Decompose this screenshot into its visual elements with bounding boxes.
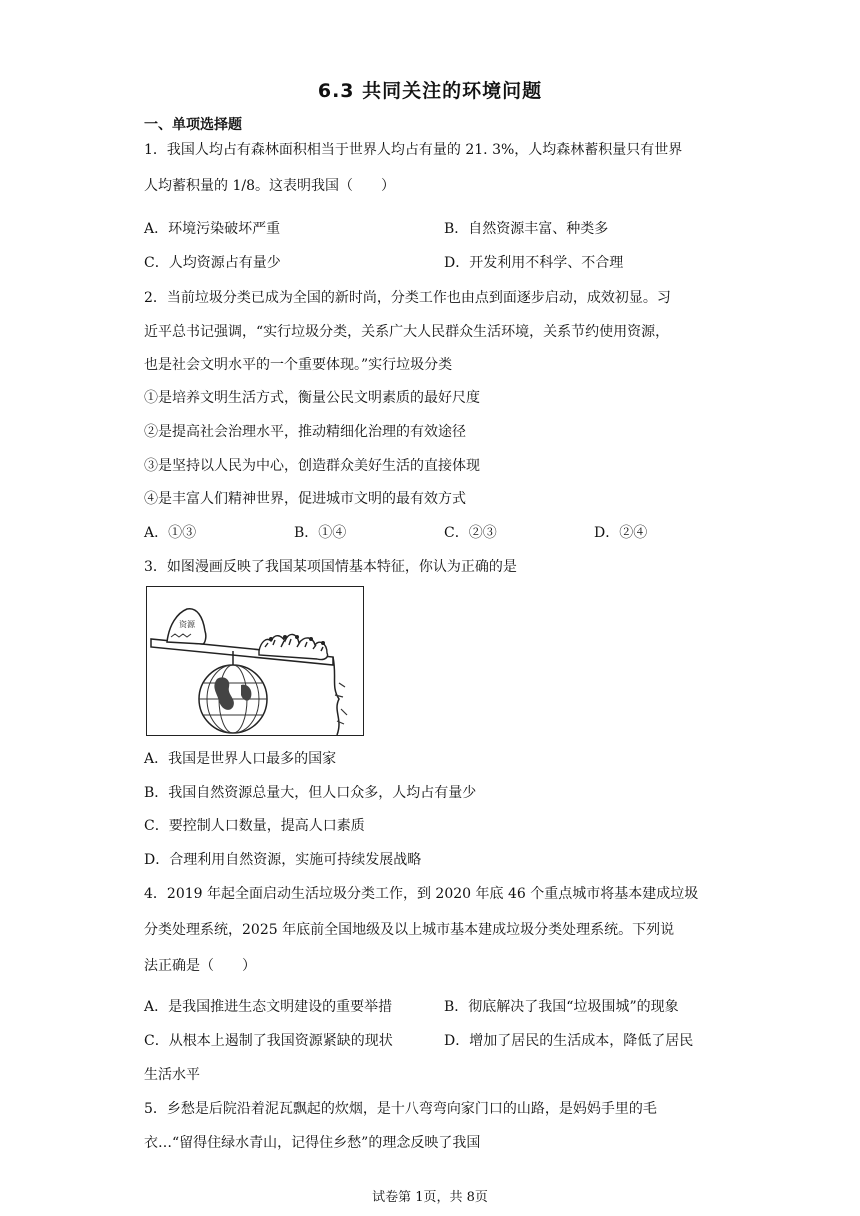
q2-statement-3: ③是坚持以人民为中心，创造群众美好生活的直接体现 bbox=[144, 458, 480, 474]
resources-population-cartoon-icon bbox=[146, 586, 364, 736]
svg-text:资源: 资源 bbox=[179, 620, 195, 629]
q3-option-a: A．我国是世界人口最多的国家 bbox=[144, 751, 337, 767]
q2-option-b: B．①④ bbox=[294, 525, 347, 541]
q1-option-c: C．人均资源占有量少 bbox=[144, 255, 281, 271]
q2-option-c: C．②③ bbox=[444, 525, 497, 541]
q2-stem-line2: 近平总书记强调，“实行垃圾分类，关系广大人民群众生活环境，关系节约使用资源， bbox=[144, 324, 670, 340]
q1-stem-line2: 人均蓄积量的 1/8。这表明我国（ ） bbox=[144, 178, 395, 194]
q4-stem-line3: 法正确是（ ） bbox=[144, 958, 256, 974]
q2-option-a: A．①③ bbox=[144, 525, 197, 541]
q5-stem-line1: 5．乡愁是后院沿着泥瓦飘起的炊烟，是十八弯弯向家门口的山路，是妈妈手里的毛 bbox=[144, 1101, 657, 1117]
q3-option-b: B．我国自然资源总量大，但人口众多，人均占有量少 bbox=[144, 785, 477, 801]
q2-stem-line3: 也是社会文明水平的一个重要体现。”实行垃圾分类 bbox=[144, 357, 453, 373]
q4-stem-line1: 4．2019 年起全面启动生活垃圾分类工作，到 2020 年底 46 个重点城市将基本建成垃圾 bbox=[144, 886, 699, 902]
q1-option-d: D．开发利用不科学、不合理 bbox=[444, 255, 624, 271]
q3-option-c: C．要控制人口数量，提高人口素质 bbox=[144, 818, 365, 834]
q4-option-c: C．从根本上遏制了我国资源紧缺的现状 bbox=[144, 1033, 393, 1049]
q2-statement-4: ④是丰富人们精神世界，促进城市文明的最有效方式 bbox=[144, 491, 466, 507]
q4-option-d-continued: 生活水平 bbox=[144, 1067, 200, 1083]
q3-stem-line1: 3．如图漫画反映了我国某项国情基本特征，你认为正确的是 bbox=[144, 559, 517, 575]
page-title: 6.3 共同关注的环境问题 bbox=[317, 80, 543, 102]
q4-stem-line2: 分类处理系统，2025 年底前全国地级及以上城市基本建成垃圾分类处理系统。下列说 bbox=[144, 922, 675, 938]
q1-stem-line1: 1．我国人均占有森林面积相当于世界人均占有量的 21. 3%，人均森林蓄积量只有世界 bbox=[144, 142, 683, 158]
q3-option-d: D．合理利用自然资源，实施可持续发展战略 bbox=[144, 852, 422, 868]
q5-stem-line2: 衣…“留得住绿水青山，记得住乡愁”的理念反映了我国 bbox=[144, 1135, 481, 1151]
q2-option-d: D．②④ bbox=[594, 525, 648, 541]
section-heading: 一、单项选择题 bbox=[144, 117, 242, 133]
page-footer: 试卷第 1页，共 8页 bbox=[372, 1190, 488, 1205]
q1-option-b: B．自然资源丰富、种类多 bbox=[444, 221, 609, 237]
q4-option-b: B．彻底解决了我国“垃圾围城”的现象 bbox=[444, 999, 679, 1015]
q4-option-a: A．是我国推进生态文明建设的重要举措 bbox=[144, 999, 393, 1015]
q2-statement-1: ①是培养文明生活方式，衡量公民文明素质的最好尺度 bbox=[144, 390, 480, 406]
q2-stem-line1: 2．当前垃圾分类已成为全国的新时尚，分类工作也由点到面逐步启动，成效初显。习 bbox=[144, 290, 671, 306]
q4-option-d: D．增加了居民的生活成本，降低了居民 bbox=[444, 1033, 694, 1049]
q2-statement-2: ②是提高社会治理水平，推动精细化治理的有效途径 bbox=[144, 424, 466, 440]
q1-option-a: A．环境污染破坏严重 bbox=[144, 221, 281, 237]
